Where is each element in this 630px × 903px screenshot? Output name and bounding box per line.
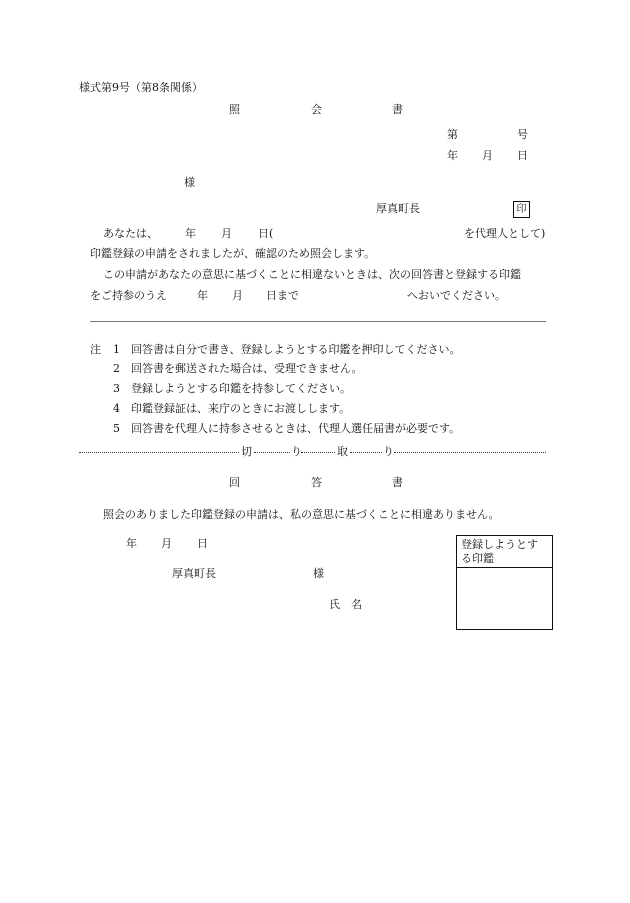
name-label: 氏 名 [329,598,362,611]
addressee-suffix: 様 [184,176,195,189]
number-prefix: 第 [447,128,458,141]
reply-title-char-2: 答 [311,476,322,489]
form-number: 様式第9号（第8条関係） [79,81,203,94]
body-line4-until: 日まで [266,289,299,302]
title-char-1: 照 [229,103,240,116]
issue-year: 年 [447,149,458,162]
seal-impression-box [456,535,553,630]
notes-label: 注 [90,343,101,356]
reply-recipient-suffix: 様 [313,567,324,580]
body-line1-day: 日( [258,227,274,240]
note-number: 1 [113,343,120,356]
reply-recipient: 厚真町長 [172,567,216,580]
note-number: 3 [113,382,120,395]
cut-line-dots [394,452,546,453]
issue-day: 日 [517,149,528,162]
seal-box-label: 登録しようとする印鑑 [457,536,552,568]
cut-line-char: り [291,445,302,458]
note-text: 回答書は自分で書き、登録しようとする印鑑を押印してください。 [131,343,461,356]
body-line2: 印鑑登録の申請をされましたが、確認のため照会します。 [90,247,376,260]
cut-line-dots [254,452,290,453]
reply-month: 月 [161,537,172,550]
cut-line-char: 切 [241,445,252,458]
cut-line-dots [301,452,335,453]
note-number: 2 [113,362,120,375]
issue-month: 月 [482,149,493,162]
divider [90,321,546,322]
body-line1-year: 年 [185,227,196,240]
reply-title-char-3: 書 [392,476,403,489]
title-char-3: 書 [392,103,403,116]
issuer: 厚真町長 [376,202,420,215]
note-text: 回答書を郵送された場合は、受理できません。 [131,362,363,375]
body-line3: この申請があなたの意思に基づくことに相違ないときは、次の回答書と登録する印鑑 [103,268,521,281]
cut-line-dots [350,452,382,453]
seal-mark: 印 [513,201,530,218]
note-number: 5 [113,422,120,435]
body-line4-start: をご持参のうえ [90,289,167,302]
cut-line-dots [79,452,239,453]
number-suffix: 号 [517,128,528,141]
body-line1-start: あなたは、 [103,227,158,240]
note-text: 印鑑登録証は、来庁のときにお渡しします。 [131,402,351,415]
note-text: 登録しようとする印鑑を持参してください。 [131,382,351,395]
body-line1-end: を代理人として) [464,227,546,240]
cut-line-char: 取 [337,445,348,458]
note-number: 4 [113,402,120,415]
note-text: 回答書を代理人に持参させるときは、代理人選任届書が必要です。 [131,422,461,435]
title-char-2: 会 [311,103,322,116]
reply-title-char-1: 回 [229,476,240,489]
reply-year: 年 [126,537,137,550]
body-line4-month: 月 [232,289,243,302]
reply-statement: 照会のありました印鑑登録の申請は、私の意思に基づくことに相違ありません。 [103,508,500,521]
body-line1-month: 月 [221,227,232,240]
cut-line-char: り [383,445,394,458]
body-line4-year: 年 [197,289,208,302]
reply-day: 日 [197,537,208,550]
body-line4-end: へおいでください。 [407,289,506,302]
